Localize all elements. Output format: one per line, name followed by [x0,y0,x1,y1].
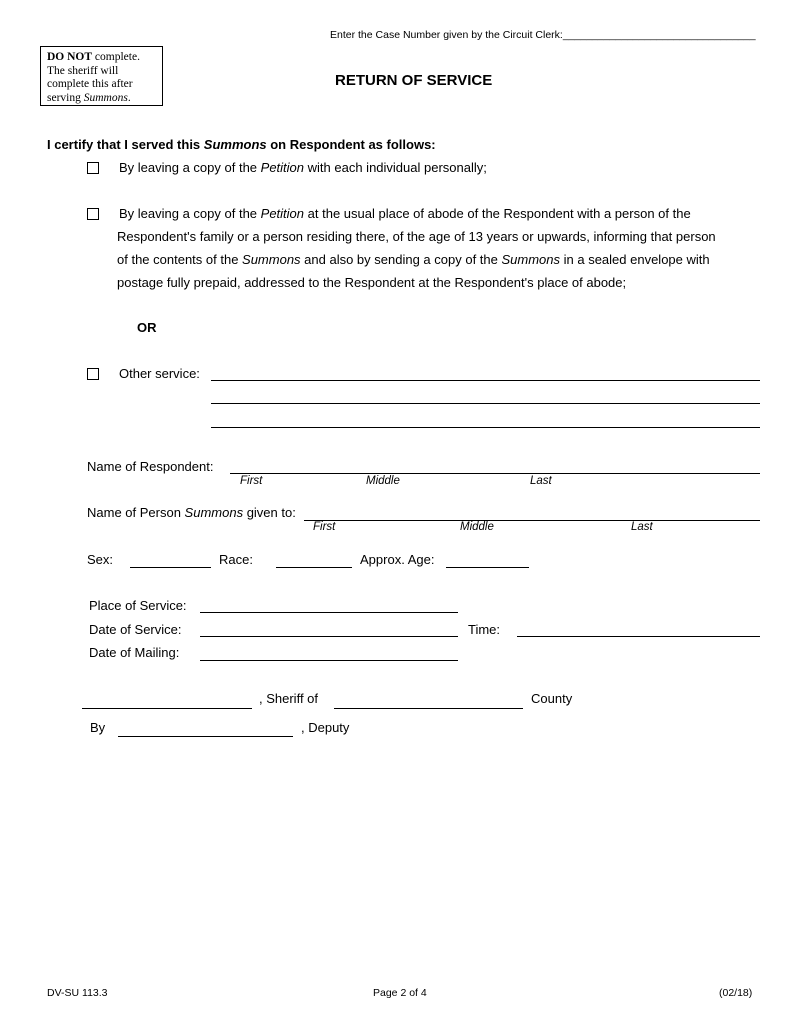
sex-label: Sex: [87,552,114,567]
abode-line3-suffix: in a sealed envelope with [560,252,710,267]
respondent-middle-caption: Middle [366,475,400,487]
respondent-label: Name of Respondent: [87,459,214,474]
abode-line3-italic1: Summons [242,252,301,267]
abode-service-checkbox[interactable] [87,208,99,220]
respondent-name-field[interactable] [230,473,760,474]
person-given-italic: Summons [184,505,244,520]
personal-suffix: with each individual personally; [304,160,487,175]
person-last-caption: Last [631,521,653,533]
sex-field[interactable] [130,567,211,568]
or-label: OR [137,320,157,335]
notice-text-1: complete. [92,51,140,63]
notice-line-4-prefix: serving [47,91,84,104]
case-number-label [330,29,756,41]
respondent-first-caption: First [240,475,263,487]
personal-service-checkbox[interactable] [87,162,99,174]
other-service-checkbox[interactable] [87,368,99,380]
certify-italic: Summons [203,137,267,152]
person-given-suffix: given to: [243,505,296,520]
other-service-label: Other service: [119,366,200,381]
abode-line1-italic: Petition [260,206,305,221]
abode-line4: postage fully prepaid, addressed to the Respondent at the Respondent's place of abode; [117,275,627,290]
other-service-line-3[interactable] [211,427,760,428]
notice-line-4 [47,92,156,106]
abode-line3-mid: and also by sending a copy of the [300,252,502,267]
age-label: Approx. Age: [360,552,435,567]
race-field[interactable] [276,567,352,568]
notice-bold: DO NOT [47,51,93,63]
page-title: RETURN OF SERVICE [335,72,493,89]
case-number-field[interactable]: _________________________________ [562,29,756,41]
place-of-service-field[interactable] [200,612,458,613]
date-of-mailing-field[interactable] [200,660,458,661]
revision-date: (02/18) [719,987,753,999]
notice-line-4-suffix: . [127,91,131,104]
deputy-name-field[interactable] [118,736,293,737]
age-field[interactable] [446,567,529,568]
certify-heading [47,137,436,152]
abode-service-text [117,202,737,294]
abode-line3-prefix: of the contents of the [117,252,243,267]
county-label: County [531,691,573,706]
abode-line1-prefix: By leaving a copy of the [119,206,261,221]
case-number-text: Enter the Case Number given by the Circuit Clerk: [330,29,563,41]
person-given-name-field[interactable] [304,520,760,521]
date-of-service-field[interactable] [200,636,458,637]
time-label: Time: [468,622,501,637]
certify-prefix: I certify that I served this [47,137,204,152]
deputy-label: , Deputy [301,720,350,735]
sheriff-notice-box [40,46,163,106]
form-id: DV-SU 113.3 [47,987,108,999]
person-given-prefix: Name of Person [87,505,185,520]
abode-line1-suffix: at the usual place of abode of the Respondent with a person of the [304,206,691,221]
other-service-line-2[interactable] [211,403,760,404]
personal-prefix: By leaving a copy of the [119,160,261,175]
notice-line-3: complete this after [47,78,133,90]
race-label: Race: [219,552,253,567]
sheriff-of-label: , Sheriff of [259,691,319,706]
page-number: Page 2 of 4 [373,987,427,999]
time-field[interactable] [517,636,760,637]
date-of-service-label: Date of Service: [89,622,182,637]
notice-line-2: The sheriff will [47,64,119,77]
person-given-label [87,505,296,520]
person-first-caption: First [313,521,336,533]
by-label: By [90,720,106,735]
date-of-mailing-label: Date of Mailing: [89,645,180,660]
respondent-last-caption: Last [530,475,552,487]
person-middle-caption: Middle [460,521,494,533]
abode-line2: Respondent's family or a person residing there, of the age of 13 years or upwards, informing that person [117,229,716,244]
notice-line-4-italic: Summons [83,91,128,104]
personal-service-text [119,160,487,175]
personal-italic: Petition [260,160,305,175]
sheriff-name-field[interactable] [82,708,252,709]
county-field[interactable] [334,708,523,709]
abode-line3-italic2: Summons [501,252,561,267]
certify-suffix: on Respondent as follows: [266,137,436,152]
place-of-service-label: Place of Service: [89,598,187,613]
other-service-line-1[interactable] [211,380,760,381]
